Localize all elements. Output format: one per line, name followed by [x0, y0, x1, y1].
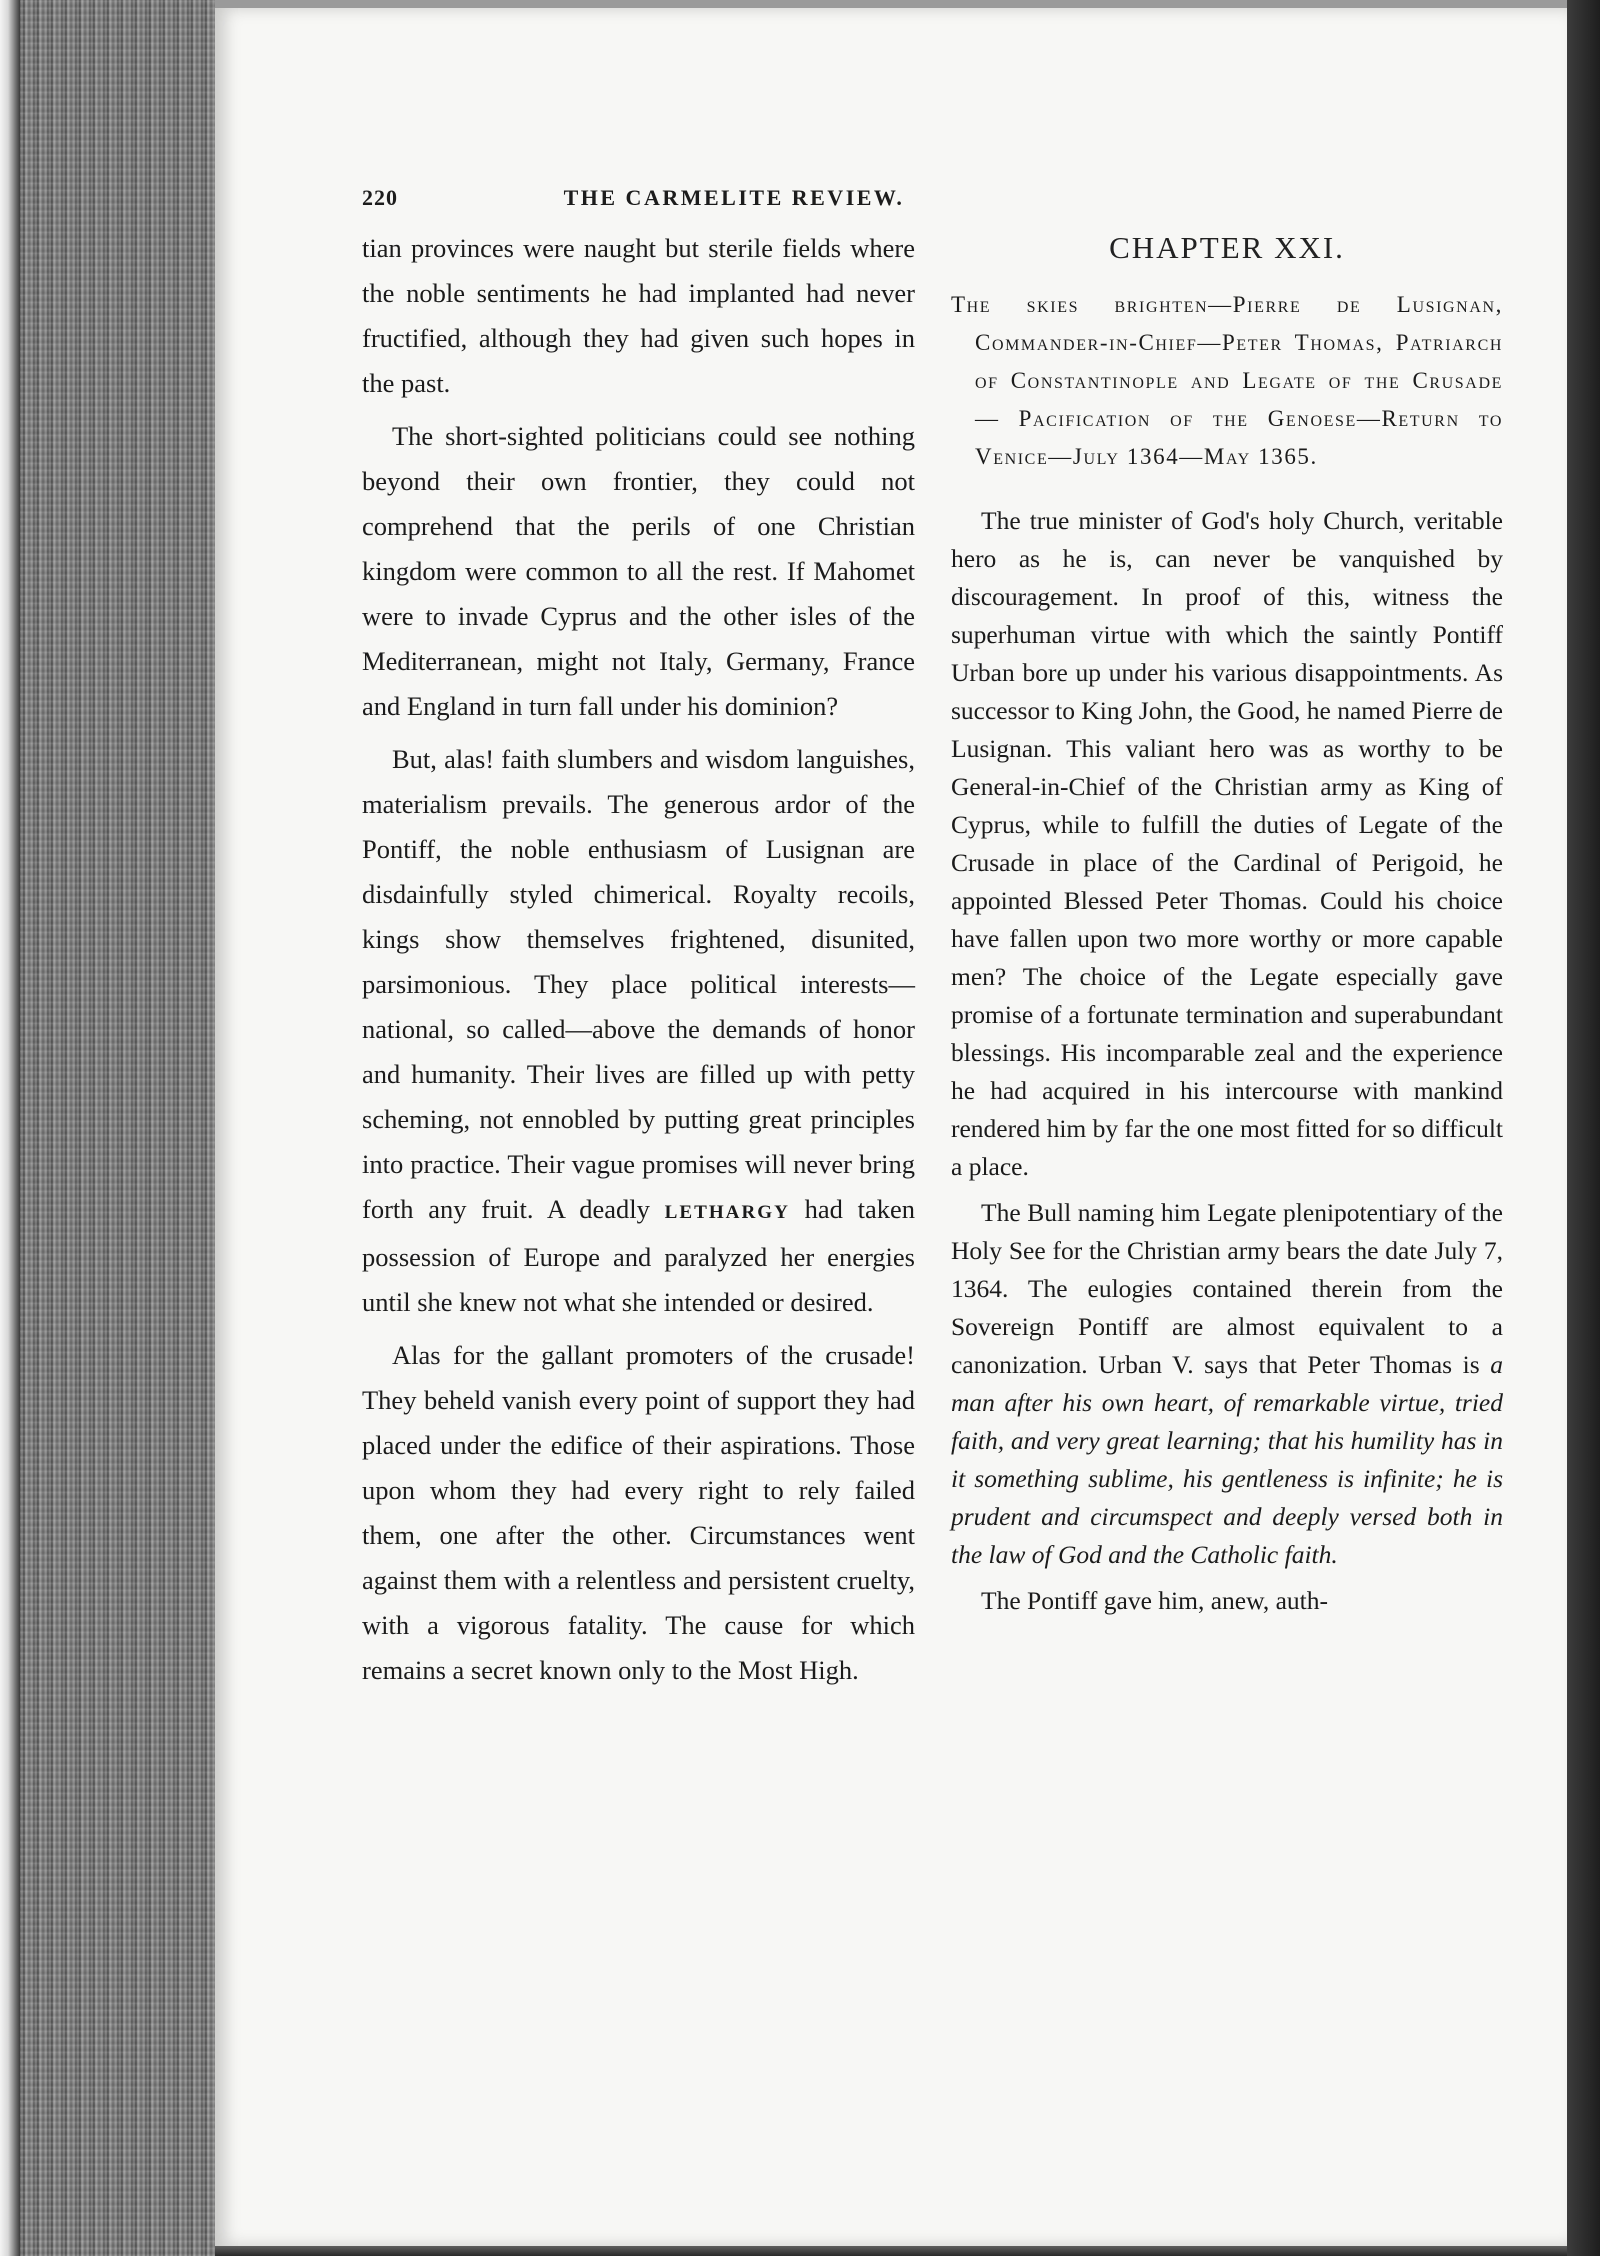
- right-shadow: [1567, 0, 1600, 2256]
- running-head: [362, 185, 1106, 215]
- right-paragraph-2-text: The Bull naming him Legate plenipotentiary of the Holy See for the Christian army bears the date July 7, 1364. The eulogies contained therein from the Sovereign Pontiff are almost equivalent to a canonization. Urban V. says that Peter Thomas is: [951, 1198, 1503, 1379]
- papal-quote-italic: a man after his own heart, of remarkable virtue, tried faith, and very great learning; that his humility has in it something sublime, his gentleness is infinite; he is prudent and circumspect and deeply versed both in the law of God and the Catholic faith.: [951, 1350, 1504, 1569]
- left-paragraph-1: tian provinces were naught but sterile fields where the noble sentiments he had implanted had never fructified, although they had given such hopes in the past.: [362, 233, 915, 398]
- right-paragraph-2: [951, 1194, 1503, 1574]
- left-paragraph-2: The short-sighted politicians could see nothing beyond their own frontier, they could not comprehend that the perils of one Christian kingdom were common to all the rest. If Mahomet were to invade Cyprus and the other isles of the Mediterranean, might not Italy, Germany, France and England in turn fall under his dominion?: [362, 421, 915, 721]
- chapter-title: CHAPTER XXI.: [1109, 230, 1345, 265]
- left-paragraph-4: Alas for the gallant promoters of the crusade! They beheld vanish every point of support they had placed under the edifice of their aspirations. Those upon whom they had every right to rely failed them, one after the other. Circumstances went against them with a relentless and persistent cruelty, with a vigorous fatality. The cause for which remains a secret known only to the Most High.: [362, 1340, 915, 1685]
- left-paragraph-3: [362, 737, 915, 1325]
- journal-title: THE CARMELITE REVIEW.: [563, 185, 905, 210]
- scan-edge: [0, 0, 20, 2256]
- right-paragraph-1: The true minister of God's holy Church, veritable hero as he is, can never be vanquished by discouragement. In proof of this, witness the superhuman virtue with which the saintly Pontiff Urban bore up under his various disappointments. As successor to King John, the Good, he named Pierre de Lusignan. This valiant hero was as worthy to be General-in-Chief of the Christian army as King of Cyprus, while to fulfill the duties of Legate of the Crusade in place of the Cardinal of Perigoid, he appointed Blessed Peter Thomas. Could his choice have fallen upon two more worthy or more capable men? The choice of the Legate especially gave promise of a fortunate termination and superabundant blessings. His incomparable zeal and the experience he had acquired in his intercourse with mankind rendered him by far the one most fitted for so difficult a place.: [951, 506, 1503, 1181]
- lethargy-smallcaps: LETHARGY: [664, 1202, 790, 1223]
- book-page-edges: [20, 0, 215, 2256]
- right-column: [951, 226, 1503, 1628]
- page-number: 220: [362, 185, 398, 210]
- chapter-summary: The skies brighten—Pierre de Lusignan, Commander-in-Chief—Peter Thomas, Patriarch of Constantinople and Legate of the Crusade — Pacification of the Genoese—Return to Venice—July 1364—May 1365.: [951, 292, 1503, 469]
- left-column: [362, 226, 915, 1701]
- right-paragraph-3: The Pontiff gave him, anew, auth-: [981, 1586, 1328, 1615]
- left-paragraph-3-text-a: But, alas! faith slumbers and wisdom languishes, materialism prevails. The generous ardor of the Pontiff, the noble enthusiasm of Lusignan are disdainfully styled chimerical. Royalty recoils, kings show themselves frightened, disunited, parsimonious. They place political interests—national, so called—above the demands of honor and humanity. Their lives are filled up with petty scheming, not ennobled by putting great principles into practice. Their vague promises will never bring forth any fruit. A deadly: [362, 744, 915, 1224]
- left-paragraph-3-text-b: had taken possession of Europe and paralyzed her energies until she knew not what she intended or desired.: [362, 1194, 916, 1317]
